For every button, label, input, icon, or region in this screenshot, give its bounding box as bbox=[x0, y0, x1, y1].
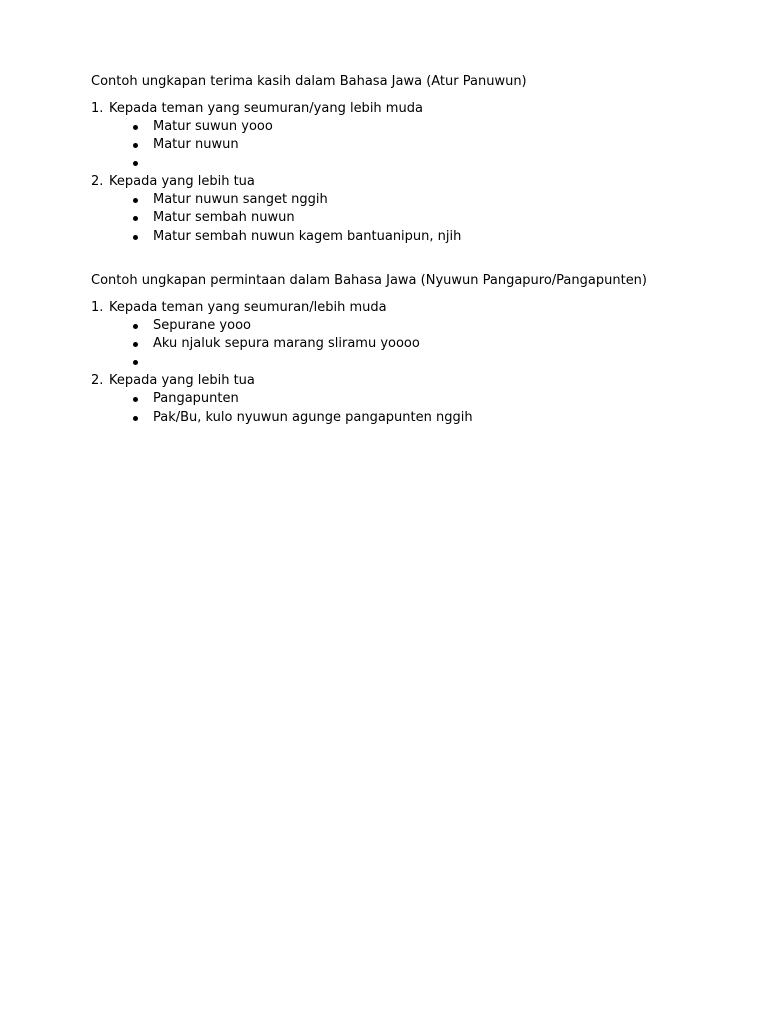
bullet-icon bbox=[133, 324, 138, 329]
list-item: Pangapunten bbox=[153, 391, 239, 406]
list-title: Kepada yang lebih tua bbox=[109, 373, 255, 388]
bullet-icon bbox=[133, 198, 138, 203]
list-item: Matur nuwun sanget nggih bbox=[153, 192, 328, 207]
bullet-icon bbox=[133, 161, 138, 166]
bullet-icon bbox=[133, 216, 138, 221]
section-heading: Contoh ungkapan permintaan dalam Bahasa Jawa (Nyuwun Pangapuro/Pangapunten) bbox=[91, 273, 647, 288]
bullet-icon bbox=[133, 360, 138, 365]
list-number: 1. bbox=[91, 101, 104, 116]
list-number: 1. bbox=[91, 300, 104, 315]
list-title: Kepada teman yang seumuran/lebih muda bbox=[109, 300, 387, 315]
list-item: Sepurane yooo bbox=[153, 318, 251, 333]
list-item: Matur sembah nuwun bbox=[153, 210, 295, 225]
bullet-icon bbox=[133, 416, 138, 421]
list-number: 2. bbox=[91, 174, 104, 189]
bullet-icon bbox=[133, 342, 138, 347]
list-item: Pak/Bu, kulo nyuwun agunge pangapunten nggih bbox=[153, 410, 473, 425]
list-item: Matur suwun yooo bbox=[153, 119, 273, 134]
list-title: Kepada yang lebih tua bbox=[109, 174, 255, 189]
bullet-icon bbox=[133, 143, 138, 148]
list-number: 2. bbox=[91, 373, 104, 388]
list-item: Matur nuwun bbox=[153, 137, 239, 152]
list-item: Aku njaluk sepura marang sliramu yoooo bbox=[153, 336, 420, 351]
list-title: Kepada teman yang seumuran/yang lebih muda bbox=[109, 101, 423, 116]
bullet-icon bbox=[133, 235, 138, 240]
list-item: Matur sembah nuwun kagem bantuanipun, njih bbox=[153, 229, 462, 244]
bullet-icon bbox=[133, 125, 138, 130]
bullet-icon bbox=[133, 397, 138, 402]
section-heading: Contoh ungkapan terima kasih dalam Bahasa Jawa (Atur Panuwun) bbox=[91, 74, 527, 89]
